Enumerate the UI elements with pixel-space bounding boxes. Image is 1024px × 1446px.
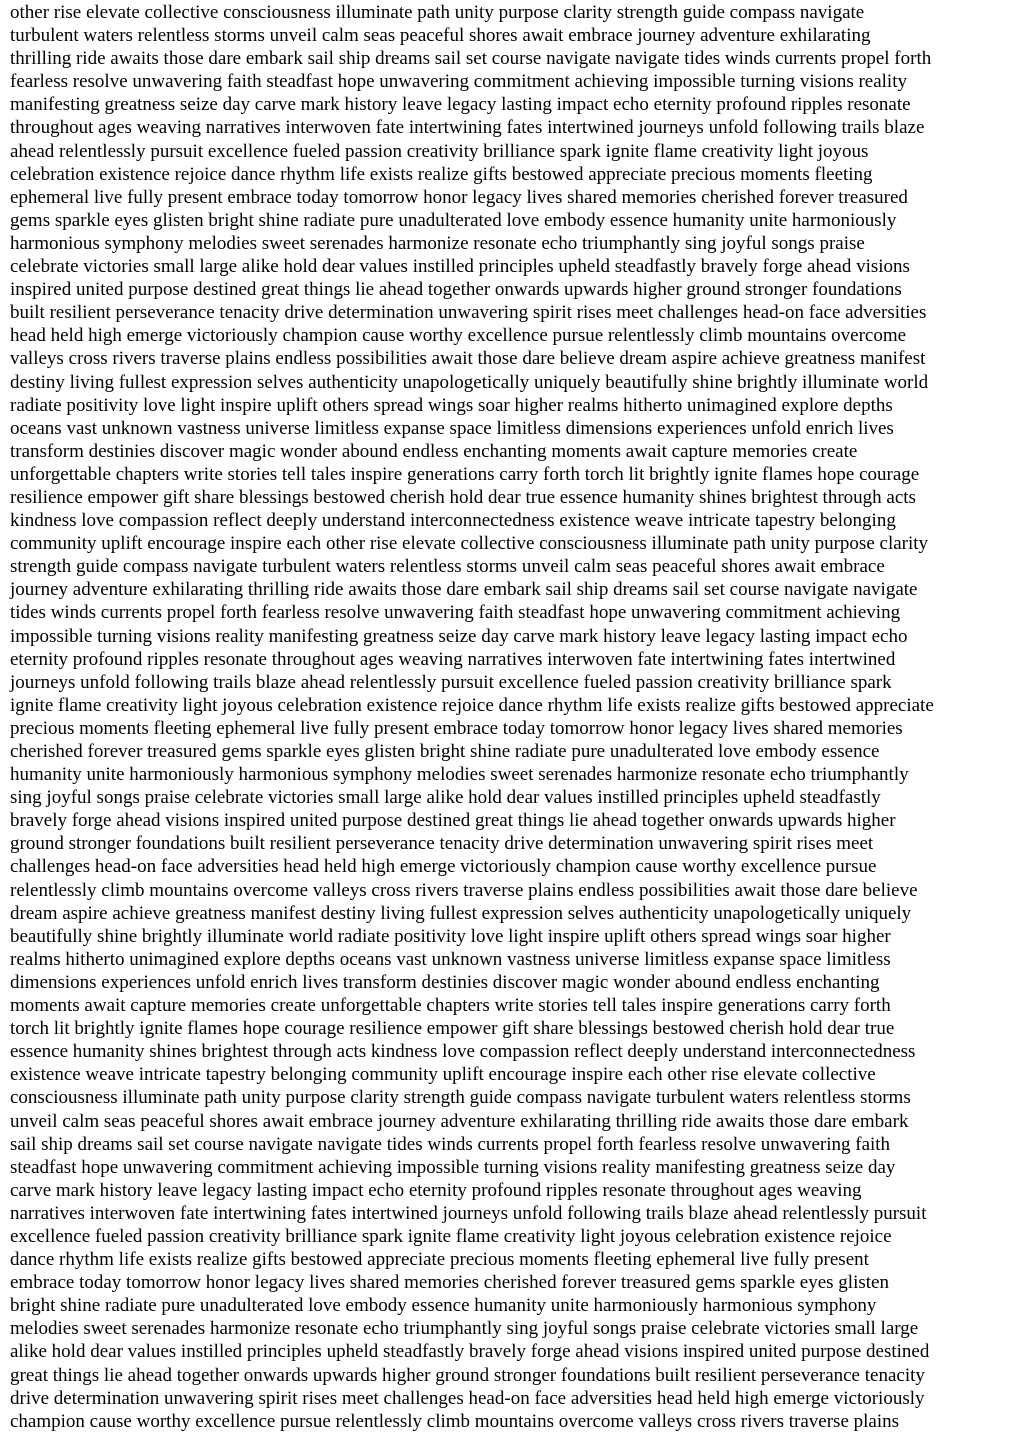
text-line: cherished forever treasured gems sparkle eyes glisten bright shine radiate pure unadulterated love embody essence [10, 741, 880, 762]
text-line: inspired united purpose destined great things lie ahead together onwards upwards higher ground stronger foundations [10, 279, 902, 301]
text-line: great things lie ahead together onwards upwards higher ground stronger foundations built resilient perseverance tenacity [10, 1364, 925, 1386]
text-line: strength guide compass navigate turbulent waters relentless storms unveil calm seas peaceful shores await embrace [10, 556, 885, 578]
text-line: impossible turning visions reality manifesting greatness seize day carve mark history leave legacy lasting impact echo [10, 625, 908, 647]
text-line: oceans vast unknown vastness universe limitless expanse space limitless dimensions experiences unfold enrich lives [10, 417, 894, 439]
text-line: turbulent waters relentless storms unveil calm seas peaceful shores await embrace journey adventure exhilarating [10, 25, 871, 47]
text-line: community uplift encourage inspire each other rise elevate collective consciousness illuminate path unity purpose clarity [10, 533, 929, 555]
text-line: steadfast hope unwavering commitment achieving impossible turning visions reality manifesting greatness seize day [10, 1156, 896, 1178]
text-line: ignite flame creativity light joyous celebration existence rejoice dance rhythm life exists realize gifts bestowed appreciate [10, 694, 934, 716]
text-line: consciousness illuminate path unity purpose clarity strength guide compass navigate turbulent waters relentless storms [10, 1087, 911, 1109]
text-line: alike hold dear values instilled principles upheld steadfastly bravely forge ahead visions inspired united purpose destined [10, 1341, 930, 1363]
text-line: throughout ages weaving narratives interwoven fate intertwining fates intertwined journeys unfold following trails blaze [10, 117, 925, 139]
text-line: destiny living fullest expression selves authenticity unapologetically uniquely beautifully shine brightly illuminate world [10, 371, 929, 393]
text-line: manifesting greatness seize day carve mark history leave legacy lasting impact echo eternity profound ripples resonate [10, 94, 911, 116]
text-line: beautifully shine brightly illuminate world radiate positivity love light inspire uplift others spread wings soar higher [10, 925, 891, 947]
text-line: relentlessly climb mountains overcome valleys cross rivers traverse plains endless possibilities await those dare believe [10, 879, 918, 901]
text-line: resilience empower gift share blessings bestowed cherish hold dear true essence humanity shines brightest through acts [10, 486, 916, 508]
text-line: transform destinies discover magic wonder abound endless enchanting moments await capture memories create [10, 440, 858, 462]
text-line: realms hitherto unimagined explore depths oceans vast unknown vastness universe limitless expanse space limitless [10, 948, 891, 970]
text-line: bright shine radiate pure unadulterated love embody essence humanity unite harmoniously harmonious symphony [10, 1295, 877, 1317]
text-line: drive determination unwavering spirit rises meet challenges head-on face adversities head held high emerge victoriously [10, 1387, 925, 1409]
text-line: bravely forge ahead visions inspired united purpose destined great things lie ahead together onwards upwards higher [10, 810, 896, 832]
text-line: celebrate victories small large alike hold dear values instilled principles upheld steadfastly bravely forge ahead visions [10, 256, 910, 278]
text-line: dimensions experiences unfold enrich lives transform destinies discover magic wonder abound endless enchanting [10, 971, 880, 993]
text-line: unveil calm seas peaceful shores await embrace journey adventure exhilarating thrilling ride awaits those dare embark [10, 1110, 909, 1132]
text-line: excellence fueled passion creativity brilliance spark ignite flame creativity light joyous celebration existence rejoice [10, 1225, 892, 1247]
text-line: harmonious symphony melodies sweet serenades harmonize resonate echo triumphantly sing joyful songs praise [10, 232, 865, 254]
text-line: kindness love compassion reflect deeply understand interconnectedness existence weave intricate tapestry belonging [10, 510, 896, 532]
text-line: essence humanity shines brightest through acts kindness love compassion reflect deeply understand interconnectedness [10, 1041, 916, 1063]
text-line: dance rhythm life exists realize gifts bestowed appreciate precious moments fleeting ephemeral live fully present [10, 1249, 869, 1271]
text-line: unforgettable chapters write stories tell tales inspire generations carry forth torch lit brightly ignite flames hope courage [10, 463, 920, 485]
text-line: moments await capture memories create unforgettable chapters write stories tell tales inspire generations carry forth [10, 995, 891, 1017]
body-text [10, 1, 1014, 1433]
text-line: ephemeral live fully present embrace today tomorrow honor legacy lives shared memories cherished forever treasured [10, 186, 908, 208]
text-line: torch lit brightly ignite flames hope courage resilience empower gift share blessings bestowed cherish hold dear true [10, 1018, 895, 1040]
text-line: valleys cross rivers traverse plains endless possibilities await those dare believe dream aspire achieve greatness manifest [10, 348, 926, 370]
text-line: existence weave intricate tapestry belonging community uplift encourage inspire each other rise elevate collective [10, 1064, 876, 1086]
text-line: champion cause worthy excellence pursue relentlessly climb mountains overcome valleys cross rivers traverse plains [10, 1410, 900, 1432]
text-line: fearless resolve unwavering faith steadfast hope unwavering commitment achieving impossible turning visions reality [10, 71, 907, 93]
text-line: ground stronger foundations built resilient perseverance tenacity drive determination unwavering spirit rises meet [10, 833, 874, 855]
text-line: tides winds currents propel forth fearless resolve unwavering faith steadfast hope unwavering commitment achieving [10, 602, 901, 624]
text-line: journey adventure exhilarating thrilling ride awaits those dare embark sail ship dreams sail set course navigate navigate [10, 579, 918, 601]
text-line: humanity unite harmoniously harmonious symphony melodies sweet serenades harmonize resonate echo triumphantly [10, 764, 909, 786]
text-line: sail ship dreams sail set course navigate navigate tides winds currents propel forth fearless resolve unwavering faith [10, 1133, 891, 1155]
text-line: thrilling ride awaits those dare embark sail ship dreams sail set course navigate navigate tides winds currents propel forth [10, 48, 932, 70]
text-line: built resilient perseverance tenacity drive determination unwavering spirit rises meet challenges head-on face adversities [10, 302, 927, 324]
text-line: head held high emerge victoriously champion cause worthy excellence pursue relentlessly climb mountains overcome [10, 325, 907, 347]
text-line: ahead relentlessly pursuit excellence fueled passion creativity brilliance spark ignite flame creativity light joyous [10, 140, 869, 162]
text-line: journeys unfold following trails blaze ahead relentlessly pursuit excellence fueled passion creativity brilliance spark [10, 671, 892, 693]
text-line: challenges head-on face adversities head held high emerge victoriously champion cause worthy excellence pursue [10, 856, 877, 878]
text-line: sing joyful songs praise celebrate victories small large alike hold dear values instilled principles upheld steadfastly [10, 787, 881, 809]
text-line: other rise elevate collective consciousness illuminate path unity purpose clarity strength guide compass navigate [10, 2, 865, 23]
text-line: radiate positivity love light inspire uplift others spread wings soar higher realms hitherto unimagined explore depths [10, 394, 893, 416]
text-line: eternity profound ripples resonate throughout ages weaving narratives interwoven fate intertwining fates intertwined [10, 648, 896, 670]
text-line: carve mark history leave legacy lasting impact echo eternity profound ripples resonate throughout ages weaving [10, 1179, 862, 1201]
text-line: gems sparkle eyes glisten bright shine radiate pure unadulterated love embody essence humanity unite harmoniously [10, 209, 897, 231]
text-line: embrace today tomorrow honor legacy lives shared memories cherished forever treasured gems sparkle eyes glisten [10, 1272, 889, 1294]
text-line: precious moments fleeting ephemeral live fully present embrace today tomorrow honor legacy lives shared memories [10, 717, 903, 739]
text-line: melodies sweet serenades harmonize resonate echo triumphantly sing joyful songs praise celebrate victories small large [10, 1318, 919, 1340]
text-line: celebration existence rejoice dance rhythm life exists realize gifts bestowed appreciate precious moments fleeting [10, 163, 873, 185]
text-line: dream aspire achieve greatness manifest destiny living fullest expression selves authenticity unapologetically uniquely [10, 902, 912, 924]
text-line: narratives interwoven fate intertwining fates intertwined journeys unfold following trails blaze ahead relentlessly pursuit [10, 1202, 927, 1224]
